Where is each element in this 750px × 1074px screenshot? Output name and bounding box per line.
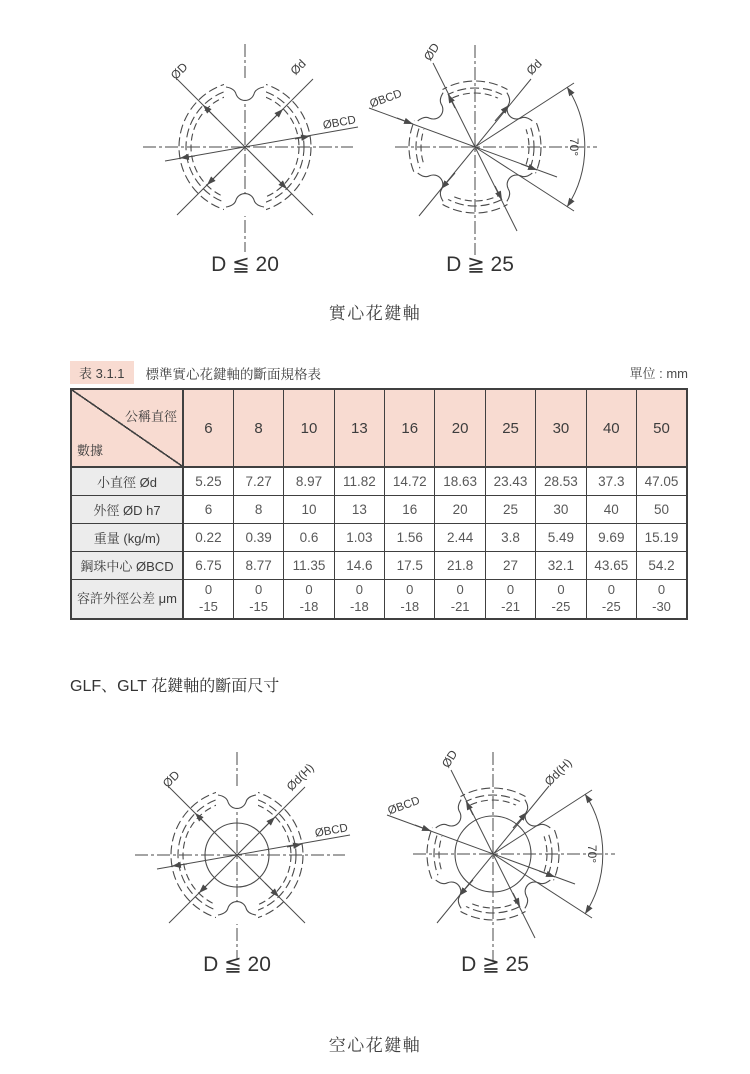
data-cell: 6.75: [183, 552, 233, 580]
angle-label: 70°: [567, 137, 581, 157]
table-row: [71, 580, 687, 620]
data-cell: 8.77: [233, 552, 283, 580]
dim-label-obcd: ØBCD: [314, 822, 349, 840]
dim-label-od: ØD: [167, 59, 191, 83]
tolerance-lower: -18: [299, 599, 319, 614]
data-cell: 43.65: [586, 552, 636, 580]
solid-spline-caption: 實心花鍵軸: [328, 304, 422, 323]
data-cell: [435, 580, 485, 620]
data-cell: 47.05: [637, 467, 687, 496]
data-cell: 27: [485, 552, 535, 580]
hollow-spline-caption: 空心花鍵軸: [328, 1036, 422, 1055]
angle-label: 70°: [585, 844, 599, 864]
dim-label-od: ØD: [420, 40, 443, 64]
diagram-geometry: [387, 752, 615, 962]
data-cell: 16: [385, 496, 435, 524]
data-cell: [637, 580, 687, 620]
tolerance-lower: -25: [601, 599, 621, 614]
column-header: 25: [485, 389, 535, 467]
data-cell: [233, 580, 283, 620]
tolerance-upper: 0: [355, 582, 363, 598]
data-cell: 14.72: [385, 467, 435, 496]
data-cell: 54.2: [637, 552, 687, 580]
corner-label-top: 公稱直徑: [124, 409, 177, 424]
data-cell: 40: [586, 496, 636, 524]
dim-label-odi: Ød: [523, 56, 545, 78]
tolerance-upper: 0: [204, 582, 213, 598]
table-unit-label: 單位 : mm: [629, 366, 688, 381]
data-cell: 6: [183, 496, 233, 524]
data-cell: 28.53: [536, 467, 586, 496]
hollow-d25-size-label: D ≧ 25: [461, 953, 529, 976]
data-cell: 5.25: [183, 467, 233, 496]
tolerance-upper: 0: [305, 582, 313, 598]
data-cell: 5.49: [536, 524, 586, 552]
data-cell: 0.22: [183, 524, 233, 552]
table-title: 標準實心花鍵軸的斷面規格表: [145, 366, 322, 382]
solid-spline-d25-diagram: [335, 30, 625, 265]
dim-label-odi: Ød: [287, 56, 309, 78]
data-cell: [284, 580, 334, 620]
column-header: 13: [334, 389, 384, 467]
row-label: 小直徑 Ød: [71, 467, 183, 496]
data-cell: 0.39: [233, 524, 283, 552]
data-cell: 7.27: [233, 467, 283, 496]
table-row: [71, 496, 687, 524]
data-cell: 11.82: [334, 467, 384, 496]
hollow-spline-d25-diagram: [353, 737, 643, 972]
corner-label-bottom: 數據: [77, 443, 104, 458]
data-cell: 14.6: [334, 552, 384, 580]
data-cell: [385, 580, 435, 620]
column-header: 6: [183, 389, 233, 467]
data-cell: 25: [485, 496, 535, 524]
tolerance-upper: 0: [657, 582, 666, 598]
tolerance-upper: 0: [254, 582, 263, 598]
solid-d20-size-label: D ≦ 20: [211, 253, 279, 276]
data-cell: [586, 580, 636, 620]
table-caption-bar: [70, 361, 688, 384]
table-row: [71, 467, 687, 496]
tolerance-lower: -18: [400, 599, 420, 614]
data-cell: 15.19: [637, 524, 687, 552]
data-cell: 37.3: [586, 467, 636, 496]
diagram-geometry: [369, 45, 597, 255]
dim-label-obcd: ØBCD: [368, 87, 404, 111]
data-cell: 1.03: [334, 524, 384, 552]
dim-label-obcd: ØBCD: [386, 794, 422, 818]
column-header: 50: [637, 389, 687, 467]
data-cell: 32.1: [536, 552, 586, 580]
dim-label-odi: Ød(H): [541, 755, 575, 789]
data-cell: 0.6: [284, 524, 334, 552]
tolerance-upper: 0: [607, 582, 615, 598]
tolerance-upper: 0: [506, 582, 515, 598]
tolerance-lower: -30: [652, 599, 671, 614]
data-cell: 9.69: [586, 524, 636, 552]
table-number-badge: 表 3.1.1: [70, 361, 134, 384]
hollow-d20-size-label: D ≦ 20: [203, 953, 271, 976]
tolerance-upper: 0: [456, 582, 464, 598]
solid-d25-size-label: D ≧ 25: [446, 253, 514, 276]
dim-label-od: ØD: [438, 747, 461, 771]
data-cell: [485, 580, 535, 620]
row-label: 重量 (kg/m): [71, 524, 183, 552]
data-cell: [536, 580, 586, 620]
row-label: 容許外徑公差 μm: [71, 580, 183, 620]
column-header: 20: [435, 389, 485, 467]
data-cell: 3.8: [485, 524, 535, 552]
data-cell: 20: [435, 496, 485, 524]
row-label: 鋼珠中心 ØBCD: [71, 552, 183, 580]
table-row: [71, 552, 687, 580]
data-cell: 8: [233, 496, 283, 524]
column-header: 10: [284, 389, 334, 467]
data-cell: [334, 580, 384, 620]
data-cell: 30: [536, 496, 586, 524]
table-row: [71, 524, 687, 552]
tolerance-upper: 0: [406, 582, 414, 598]
data-cell: 1.56: [385, 524, 435, 552]
data-cell: [183, 580, 233, 620]
data-cell: 23.43: [485, 467, 535, 496]
table-corner-cell: [71, 389, 183, 467]
dim-label-od: ØD: [159, 767, 183, 791]
data-cell: 2.44: [435, 524, 485, 552]
data-cell: 11.35: [284, 552, 334, 580]
tolerance-lower: -21: [501, 599, 520, 614]
section-heading: GLF、GLT 花鍵軸的斷面尺寸: [70, 678, 280, 695]
spec-table: [70, 388, 688, 620]
data-cell: 8.97: [284, 467, 334, 496]
dim-label-obcd: ØBCD: [322, 114, 357, 132]
column-header: 16: [385, 389, 435, 467]
column-header: 30: [536, 389, 586, 467]
dim-label-odi: Ød(H): [283, 760, 317, 794]
data-cell: 17.5: [385, 552, 435, 580]
tolerance-lower: -15: [199, 599, 218, 614]
tolerance-lower: -15: [249, 599, 268, 614]
hollow-spline-d20-diagram: [117, 738, 377, 963]
tolerance-lower: -18: [349, 599, 369, 614]
data-cell: 21.8: [435, 552, 485, 580]
data-cell: 10: [284, 496, 334, 524]
column-header: 40: [586, 389, 636, 467]
tolerance-lower: -25: [551, 599, 571, 614]
data-cell: 50: [637, 496, 687, 524]
tolerance-lower: -21: [450, 599, 470, 614]
column-header: 8: [233, 389, 283, 467]
data-cell: 13: [334, 496, 384, 524]
tolerance-upper: 0: [557, 582, 565, 598]
data-cell: 18.63: [435, 467, 485, 496]
row-label: 外徑 ØD h7: [71, 496, 183, 524]
